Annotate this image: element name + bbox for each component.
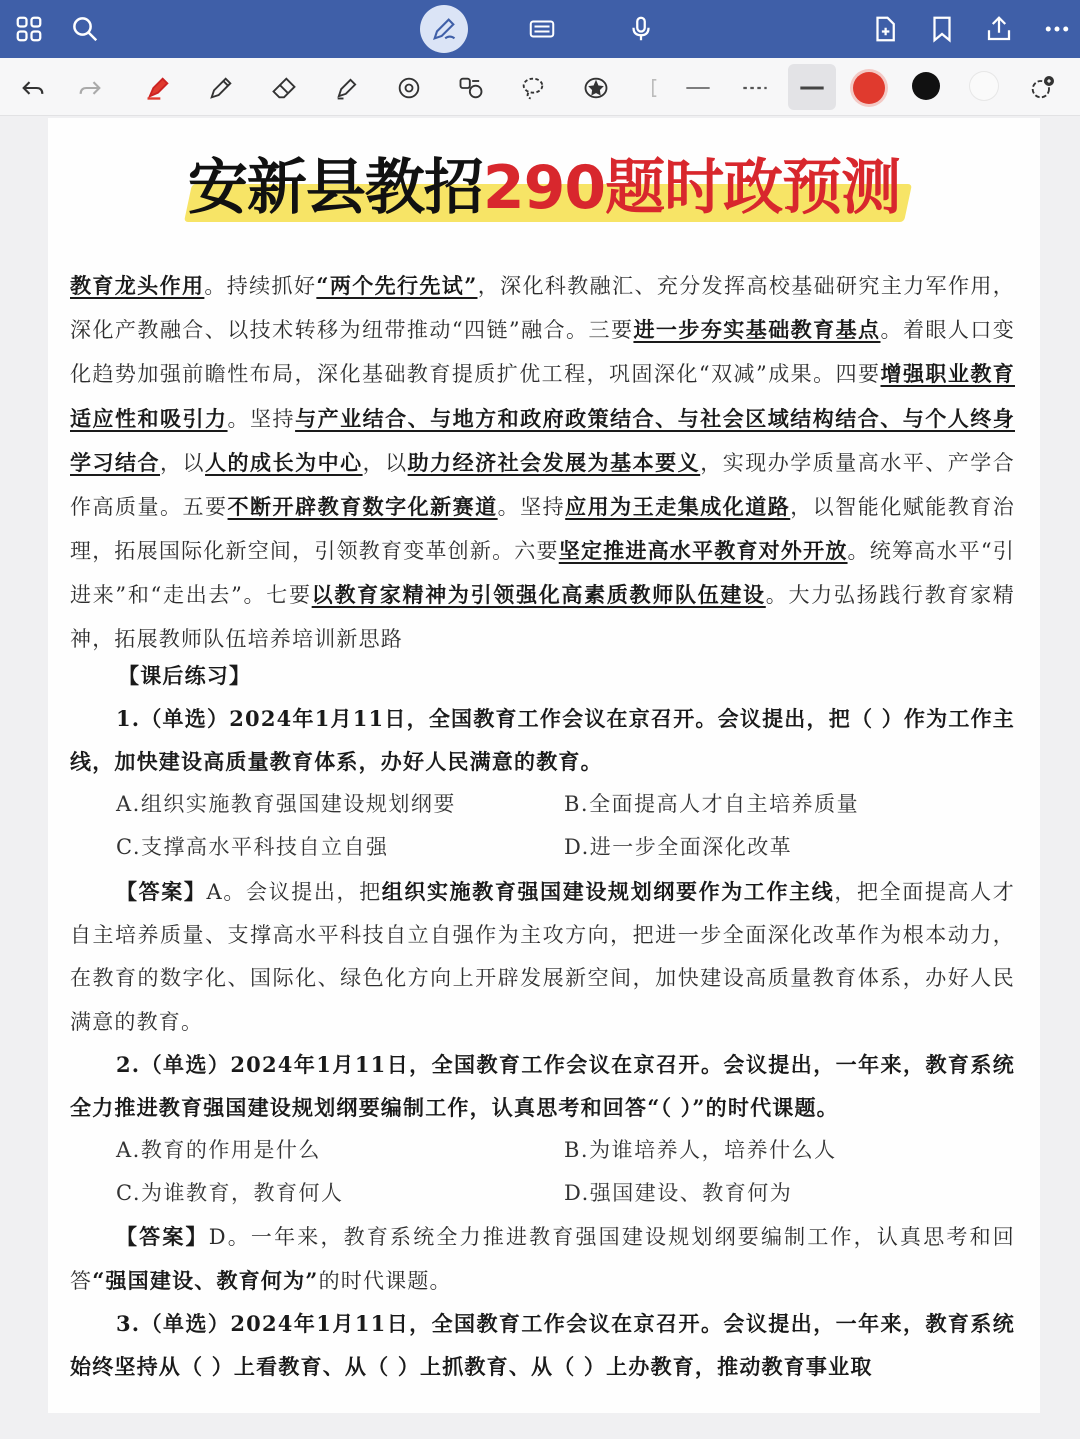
bookmark-icon[interactable]	[919, 6, 965, 52]
answer-key-phrase: 组织实施教育强国建设规划纲要作为工作主线	[381, 879, 835, 904]
key-phrase: 进一步夯实基础教育基点	[633, 317, 881, 343]
key-phrase: 人的成长为中心	[205, 449, 363, 475]
question-1-stem: 1.（单选）2024年1月11日，全国教育工作会议在京召开。会议提出，把（ ）作为工作主线，加快建设高质量教育体系，办好人民满意的教育。	[70, 706, 1015, 775]
divider-icon	[632, 66, 676, 110]
eraser-icon[interactable]	[262, 66, 306, 110]
paragraph-text: 。大力弘扬践行教育家精神，拓展教师队伍培养培训新思路	[70, 583, 1016, 651]
answer-text: ，把全面提高人才自主培养质量、支撑高水平科技自立自强作为主攻方向，把进一步全面深化改革作为根本动力，在教育的数字化、国际化、绿色化方向上开辟发展新空间，加快建设高质量教育体系，办好人民满意的教育。	[70, 880, 1015, 1034]
elements-icon[interactable]	[449, 66, 493, 110]
top-app-bar	[0, 0, 1080, 58]
q1-answer	[70, 870, 1015, 1044]
q1-option-d: D.进一步全面深化改革	[564, 835, 793, 859]
q2-option-d: D.强国建设、教育何为	[564, 1181, 793, 1205]
key-phrase: 助力经济社会发展为基本要义	[407, 449, 701, 475]
answer-tag: 【答案】	[116, 1224, 209, 1249]
color-swatch-white[interactable]	[970, 72, 998, 100]
add-page-icon[interactable]	[862, 6, 908, 52]
undo-icon[interactable]	[11, 66, 55, 110]
key-phrase: 应用为王走集成化道路	[565, 494, 791, 520]
q2-answer	[70, 1215, 1015, 1303]
color-swatch-red[interactable]	[853, 72, 885, 104]
document-page	[48, 118, 1040, 1413]
share-icon[interactable]	[976, 6, 1022, 52]
color-swatch-black[interactable]	[912, 72, 940, 100]
keyboard-icon[interactable]	[519, 6, 565, 52]
answer-text: 的时代课题。	[318, 1269, 452, 1294]
star-icon[interactable]	[574, 66, 618, 110]
answer-text: D。一年来，教育系统全力推进教育强国建设规划纲要编制工作，认真思考和回答	[70, 1225, 1015, 1294]
key-phrase: 不断开辟教育数字化新赛道	[227, 494, 498, 520]
paragraph-text: ，以	[160, 450, 206, 475]
paragraph-text: 。坚持	[227, 406, 296, 431]
q2-option-b: B.为谁培养人，培养什么人	[564, 1138, 837, 1162]
paragraph-text: 。持续抓好	[204, 274, 317, 298]
line-dashed-icon[interactable]	[733, 66, 777, 110]
paragraph-text: 。着眼人口变化趋势加强前瞻性布局，深化基础教育提质扩优工程，巩固深化“双减”成果。四要	[70, 318, 1015, 387]
key-phrase: 与产业结合、与地方和政府政策结合、与社会区域结构结合、与个人终身学习结合	[70, 405, 1015, 475]
paragraph-text: ，实现办学质量高水平、产学合作高质量。五要	[70, 450, 1015, 520]
answer-text: A。会议提出，把	[206, 880, 382, 904]
answer-key-phrase: “强国建设、教育何为”	[92, 1268, 319, 1294]
shapes-icon[interactable]	[387, 66, 431, 110]
line-thick-icon[interactable]	[790, 66, 834, 110]
q2-option-a: A.教育的作用是什么	[116, 1138, 321, 1162]
pen-mode-icon[interactable]	[420, 5, 468, 53]
key-phrase: 坚定推进高水平教育对外开放	[558, 538, 848, 564]
key-phrase: 教育龙头作用	[70, 273, 205, 298]
q1-option-b: B.全面提高人才自主培养质量	[564, 792, 860, 816]
add-color-icon[interactable]	[1020, 66, 1064, 110]
page-title	[48, 146, 1040, 236]
key-phrase: 增强职业教育适应性和吸引力	[70, 361, 1015, 431]
paragraph-text: ，深化科教融汇、充分发挥高校基础研究主力军作用，深化产教融合、以技术转移为纽带推动“四链”融合。三要	[70, 274, 1015, 343]
highlighter-icon[interactable]	[325, 66, 369, 110]
line-thin-icon[interactable]	[676, 66, 720, 110]
paragraph-text: ，以智能化赋能教育治理，拓展国际化新空间，引领教育变革创新。六要	[70, 495, 1016, 564]
intro-paragraph	[70, 264, 1015, 661]
fountain-pen-icon[interactable]	[136, 66, 180, 110]
search-icon[interactable]	[62, 6, 108, 52]
title-red-text: 290题时政预测	[482, 153, 901, 223]
paragraph-text: ，以	[362, 450, 408, 475]
microphone-icon[interactable]	[618, 6, 664, 52]
lasso-icon[interactable]	[511, 66, 555, 110]
paragraph-text: 。坚持	[497, 495, 566, 520]
q2-option-c: C.为谁教育，教育何人	[116, 1181, 344, 1205]
answer-tag: 【答案】	[116, 879, 207, 904]
more-icon[interactable]	[1034, 6, 1080, 52]
question-3-stem: 3.（单选）2024年1月11日，全国教育工作会议在京召开。会议提出，一年来，教育系统始终坚持从（ ）上看教育、从（ ）上抓教育、从（ ）上办教育，推动教育事业取	[70, 1311, 1015, 1380]
q1-option-a: A.组织实施教育强国建设规划纲要	[116, 792, 456, 816]
grid-icon[interactable]	[6, 6, 52, 52]
redo-icon[interactable]	[68, 66, 112, 110]
key-phrase: “两个先行先试”	[316, 273, 478, 298]
pencil-icon[interactable]	[199, 66, 243, 110]
q1-option-c: C.支撑高水平科技自立自强	[116, 835, 389, 859]
title-black-text: 安新县教招	[187, 153, 483, 223]
drawing-toolbar	[0, 58, 1080, 116]
practice-heading: 【课后练习】	[118, 663, 252, 688]
key-phrase: 以教育家精神为引领强化高素质教师队伍建设	[311, 582, 766, 608]
question-2-stem: 2.（单选）2024年1月11日，全国教育工作会议在京召开。会议提出，一年来，教育系统全力推进教育强国建设规划纲要编制工作，认真思考和回答“（ ）”的时代课题。	[70, 1052, 1015, 1121]
paragraph-text: 。统筹高水平“引进来”和“走出去”。七要	[70, 539, 1015, 608]
